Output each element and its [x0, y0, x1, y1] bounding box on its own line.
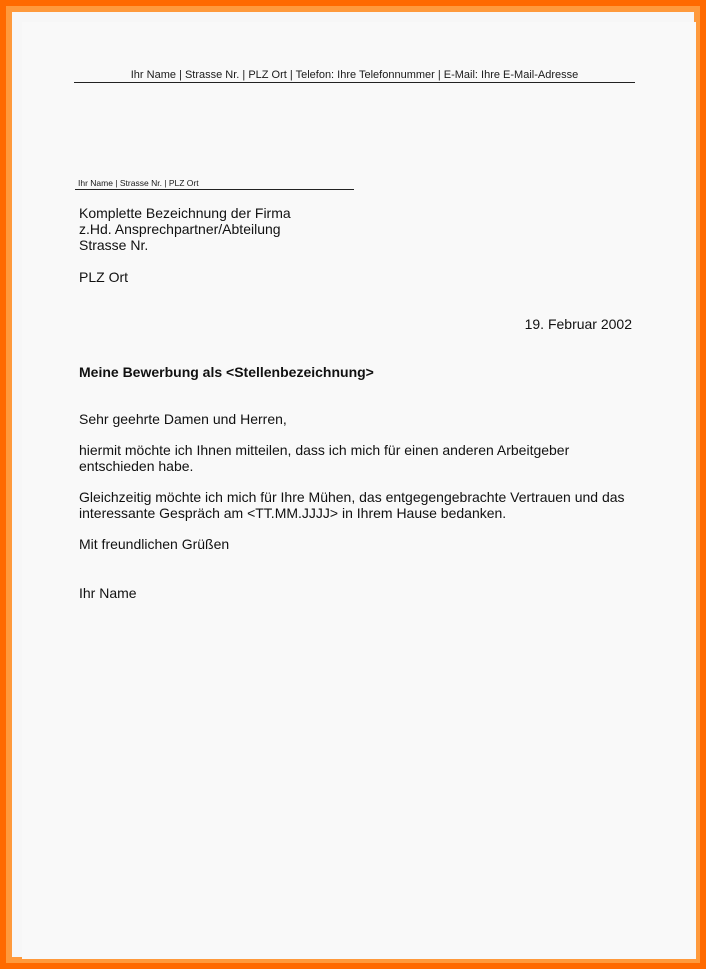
letter-body — [79, 411, 639, 567]
salutation: Sehr geehrte Damen und Herren, — [79, 411, 287, 427]
recipient-city: PLZ Ort — [79, 269, 129, 285]
signature: Ihr Name — [79, 585, 137, 601]
body-paragraph: Gleichzeitig möchte ich mich für Ihre Mühen, das entgegengebrachte Vertrauen und das interessante Gespräch am <TT.MM.JJJJ> in Ihrem Hause bedanken. — [79, 489, 625, 521]
letter-date: 19. Februar 2002 — [524, 316, 632, 332]
recipient-company: Komplette Bezeichnung der Firma — [79, 205, 291, 221]
letter-subject: Meine Bewerbung als <Stellenbezeichnung> — [79, 364, 374, 380]
letter-page — [22, 22, 696, 959]
recipient-street: Strasse Nr. — [79, 237, 149, 253]
recipient-address — [79, 205, 291, 285]
closing: Mit freundlichen Grüßen — [79, 536, 230, 552]
recipient-contact: z.Hd. Ansprechpartner/Abteilung — [79, 221, 281, 237]
sender-header: Ihr Name | Strasse Nr. | PLZ Ort | Telefon: Ihre Telefonnummer | E-Mail: Ihre E-Mail-Adresse — [74, 69, 635, 83]
body-paragraph: hiermit möchte ich Ihnen mitteilen, dass ich mich für einen anderen Arbeitgeber entschieden habe. — [79, 442, 570, 474]
return-address: Ihr Name | Strasse Nr. | PLZ Ort — [75, 178, 354, 190]
